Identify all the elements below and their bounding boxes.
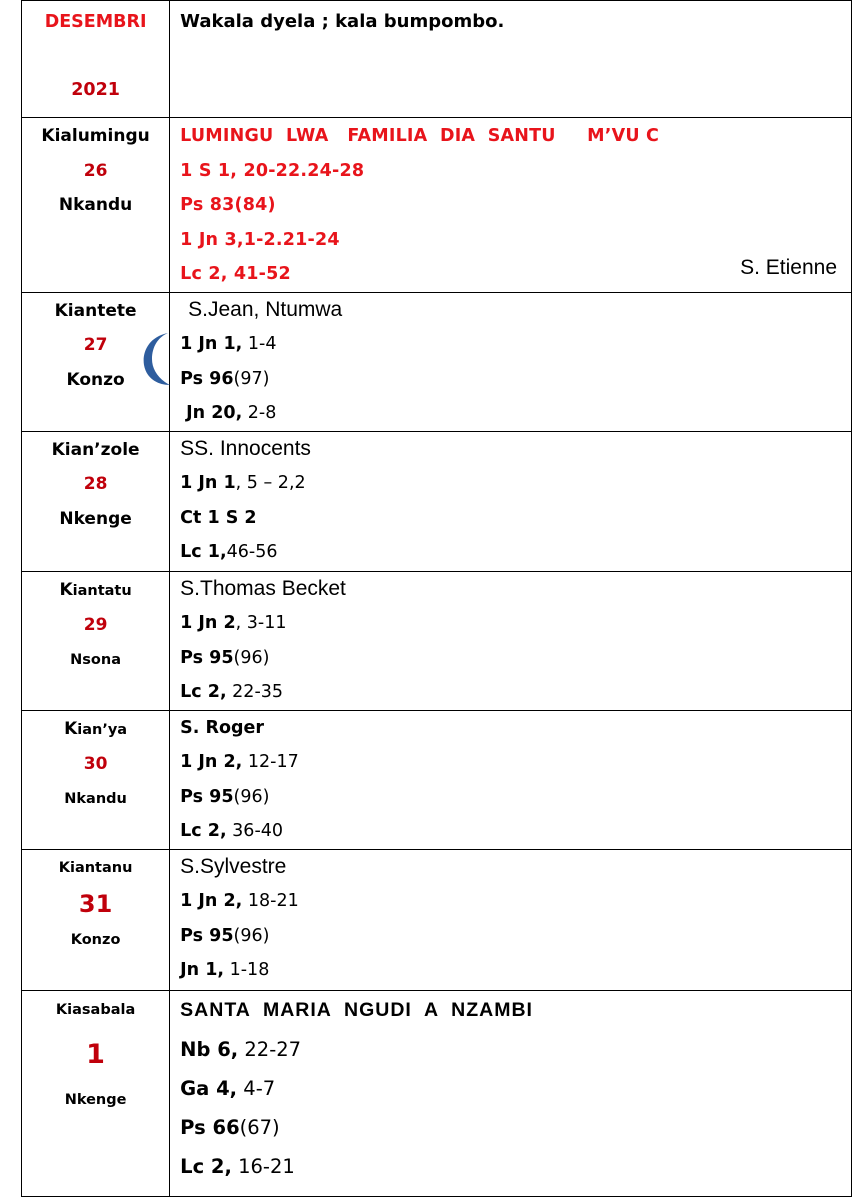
- month-label: DESEMBRI: [44, 12, 147, 32]
- saint-name: S.Thomas Becket: [180, 576, 346, 600]
- day-row: [22, 292, 852, 431]
- weekday-label: Kialumingu: [41, 126, 150, 146]
- day-cell: [22, 990, 170, 1196]
- day-cell: [22, 571, 170, 710]
- saint-name: S. Roger: [180, 717, 265, 738]
- date-number: 26: [83, 160, 108, 181]
- reading-ref: 1 Jn 2, 3-11: [180, 613, 287, 633]
- calendar-table: [21, 0, 852, 1197]
- date-number: 1: [86, 1039, 105, 1070]
- feast-heading: SANTA MARIA NGUDI A NZAMBI: [180, 998, 533, 1021]
- reading-ref: Lc 2, 22-35: [180, 682, 284, 702]
- reading-ref: 1 Jn 1, 1-4: [180, 334, 277, 354]
- readings-cell: [170, 710, 852, 849]
- market-day-label: Nkenge: [59, 508, 132, 529]
- day-row: [22, 849, 852, 990]
- day-cell: [22, 431, 170, 571]
- reading-ref: Lc 1,46-56: [180, 542, 278, 562]
- header-title: Wakala dyela ; kala bumpombo.: [180, 11, 505, 32]
- year-label: 2021: [71, 80, 120, 100]
- day-cell: [22, 710, 170, 849]
- readings-cell: [170, 571, 852, 710]
- market-day-label: Konzo: [66, 369, 125, 390]
- readings-cell: [170, 118, 852, 293]
- market-day-label: Nkandu: [58, 195, 133, 215]
- reading-ref: Lc 2, 41-52: [180, 264, 291, 284]
- weekday-label: Kiasabala: [55, 1001, 136, 1018]
- reading-ref: Ps 95(96): [180, 647, 270, 668]
- weekday-label: Kian’ya: [64, 718, 128, 739]
- weekday-label: Kiantete: [54, 300, 137, 321]
- date-number: 31: [78, 890, 113, 918]
- readings-cell: [170, 849, 852, 990]
- weekday-label: Kian’zole: [51, 439, 140, 460]
- reading-ref: Ps 95(96): [180, 786, 270, 807]
- day-cell: [22, 292, 170, 431]
- reading-ref: 1 Jn 2, 18-21: [180, 891, 299, 911]
- date-number: 27: [83, 335, 108, 355]
- readings-cell: [170, 431, 852, 571]
- crescent-moon-icon: [140, 331, 172, 387]
- header-title-cell: [170, 1, 852, 118]
- day-row: [22, 118, 852, 293]
- reading-ref: Ga 4, 4-7: [180, 1076, 276, 1100]
- readings-cell: [170, 990, 852, 1196]
- date-number: 30: [83, 754, 108, 774]
- market-day-label: Nsona: [70, 651, 121, 668]
- reading-ref: Ps 96(97): [180, 368, 270, 389]
- day-row: [22, 571, 852, 710]
- market-day-label: Nkenge: [64, 1092, 127, 1108]
- month-year-cell: [22, 1, 170, 118]
- saint-name: SS. Innocents: [180, 436, 311, 460]
- market-day-label: Nkandu: [64, 790, 127, 807]
- reading-ref: Ps 83(84): [180, 195, 276, 215]
- readings-cell: [170, 292, 852, 431]
- reading-ref: Lc 2, 36-40: [180, 821, 284, 841]
- market-day-label: Konzo: [70, 932, 121, 948]
- day-row: [22, 990, 852, 1196]
- weekday-label: Kiantanu: [58, 859, 133, 876]
- feast-heading: LUMINGU LWA FAMILIA DIA SANTU M’VU C: [180, 126, 660, 146]
- saint-name: S.Sylvestre: [180, 854, 287, 878]
- day-row: [22, 431, 852, 571]
- reading-ref: Lc 2, 16-21: [180, 1154, 295, 1178]
- header-row: [22, 1, 852, 118]
- weekday-label: Kiantatu: [59, 579, 132, 600]
- date-number: 29: [83, 615, 108, 635]
- reading-ref: Nb 6, 22-27: [180, 1037, 302, 1061]
- saint-name: S. Etienne: [740, 256, 837, 279]
- reading-ref: Ps 66(67): [180, 1115, 280, 1139]
- day-row: [22, 710, 852, 849]
- reading-ref: Jn 1, 1-18: [180, 960, 270, 980]
- reading-ref: Ps 95(96): [180, 925, 270, 946]
- saint-name: S.Jean, Ntumwa: [188, 297, 343, 321]
- reading-ref: Ct 1 S 2: [180, 507, 257, 528]
- reading-ref: 1 Jn 3,1-2.21-24: [180, 229, 340, 250]
- reading-ref: Jn 20, 2-8: [186, 403, 277, 423]
- reading-ref: 1 Jn 2, 12-17: [180, 752, 299, 772]
- day-cell: [22, 118, 170, 293]
- reading-ref: 1 Jn 1, 5 – 2,2: [180, 473, 306, 493]
- date-number: 28: [83, 474, 108, 494]
- reading-ref: 1 S 1, 20-22.24-28: [180, 160, 365, 181]
- day-cell: [22, 849, 170, 990]
